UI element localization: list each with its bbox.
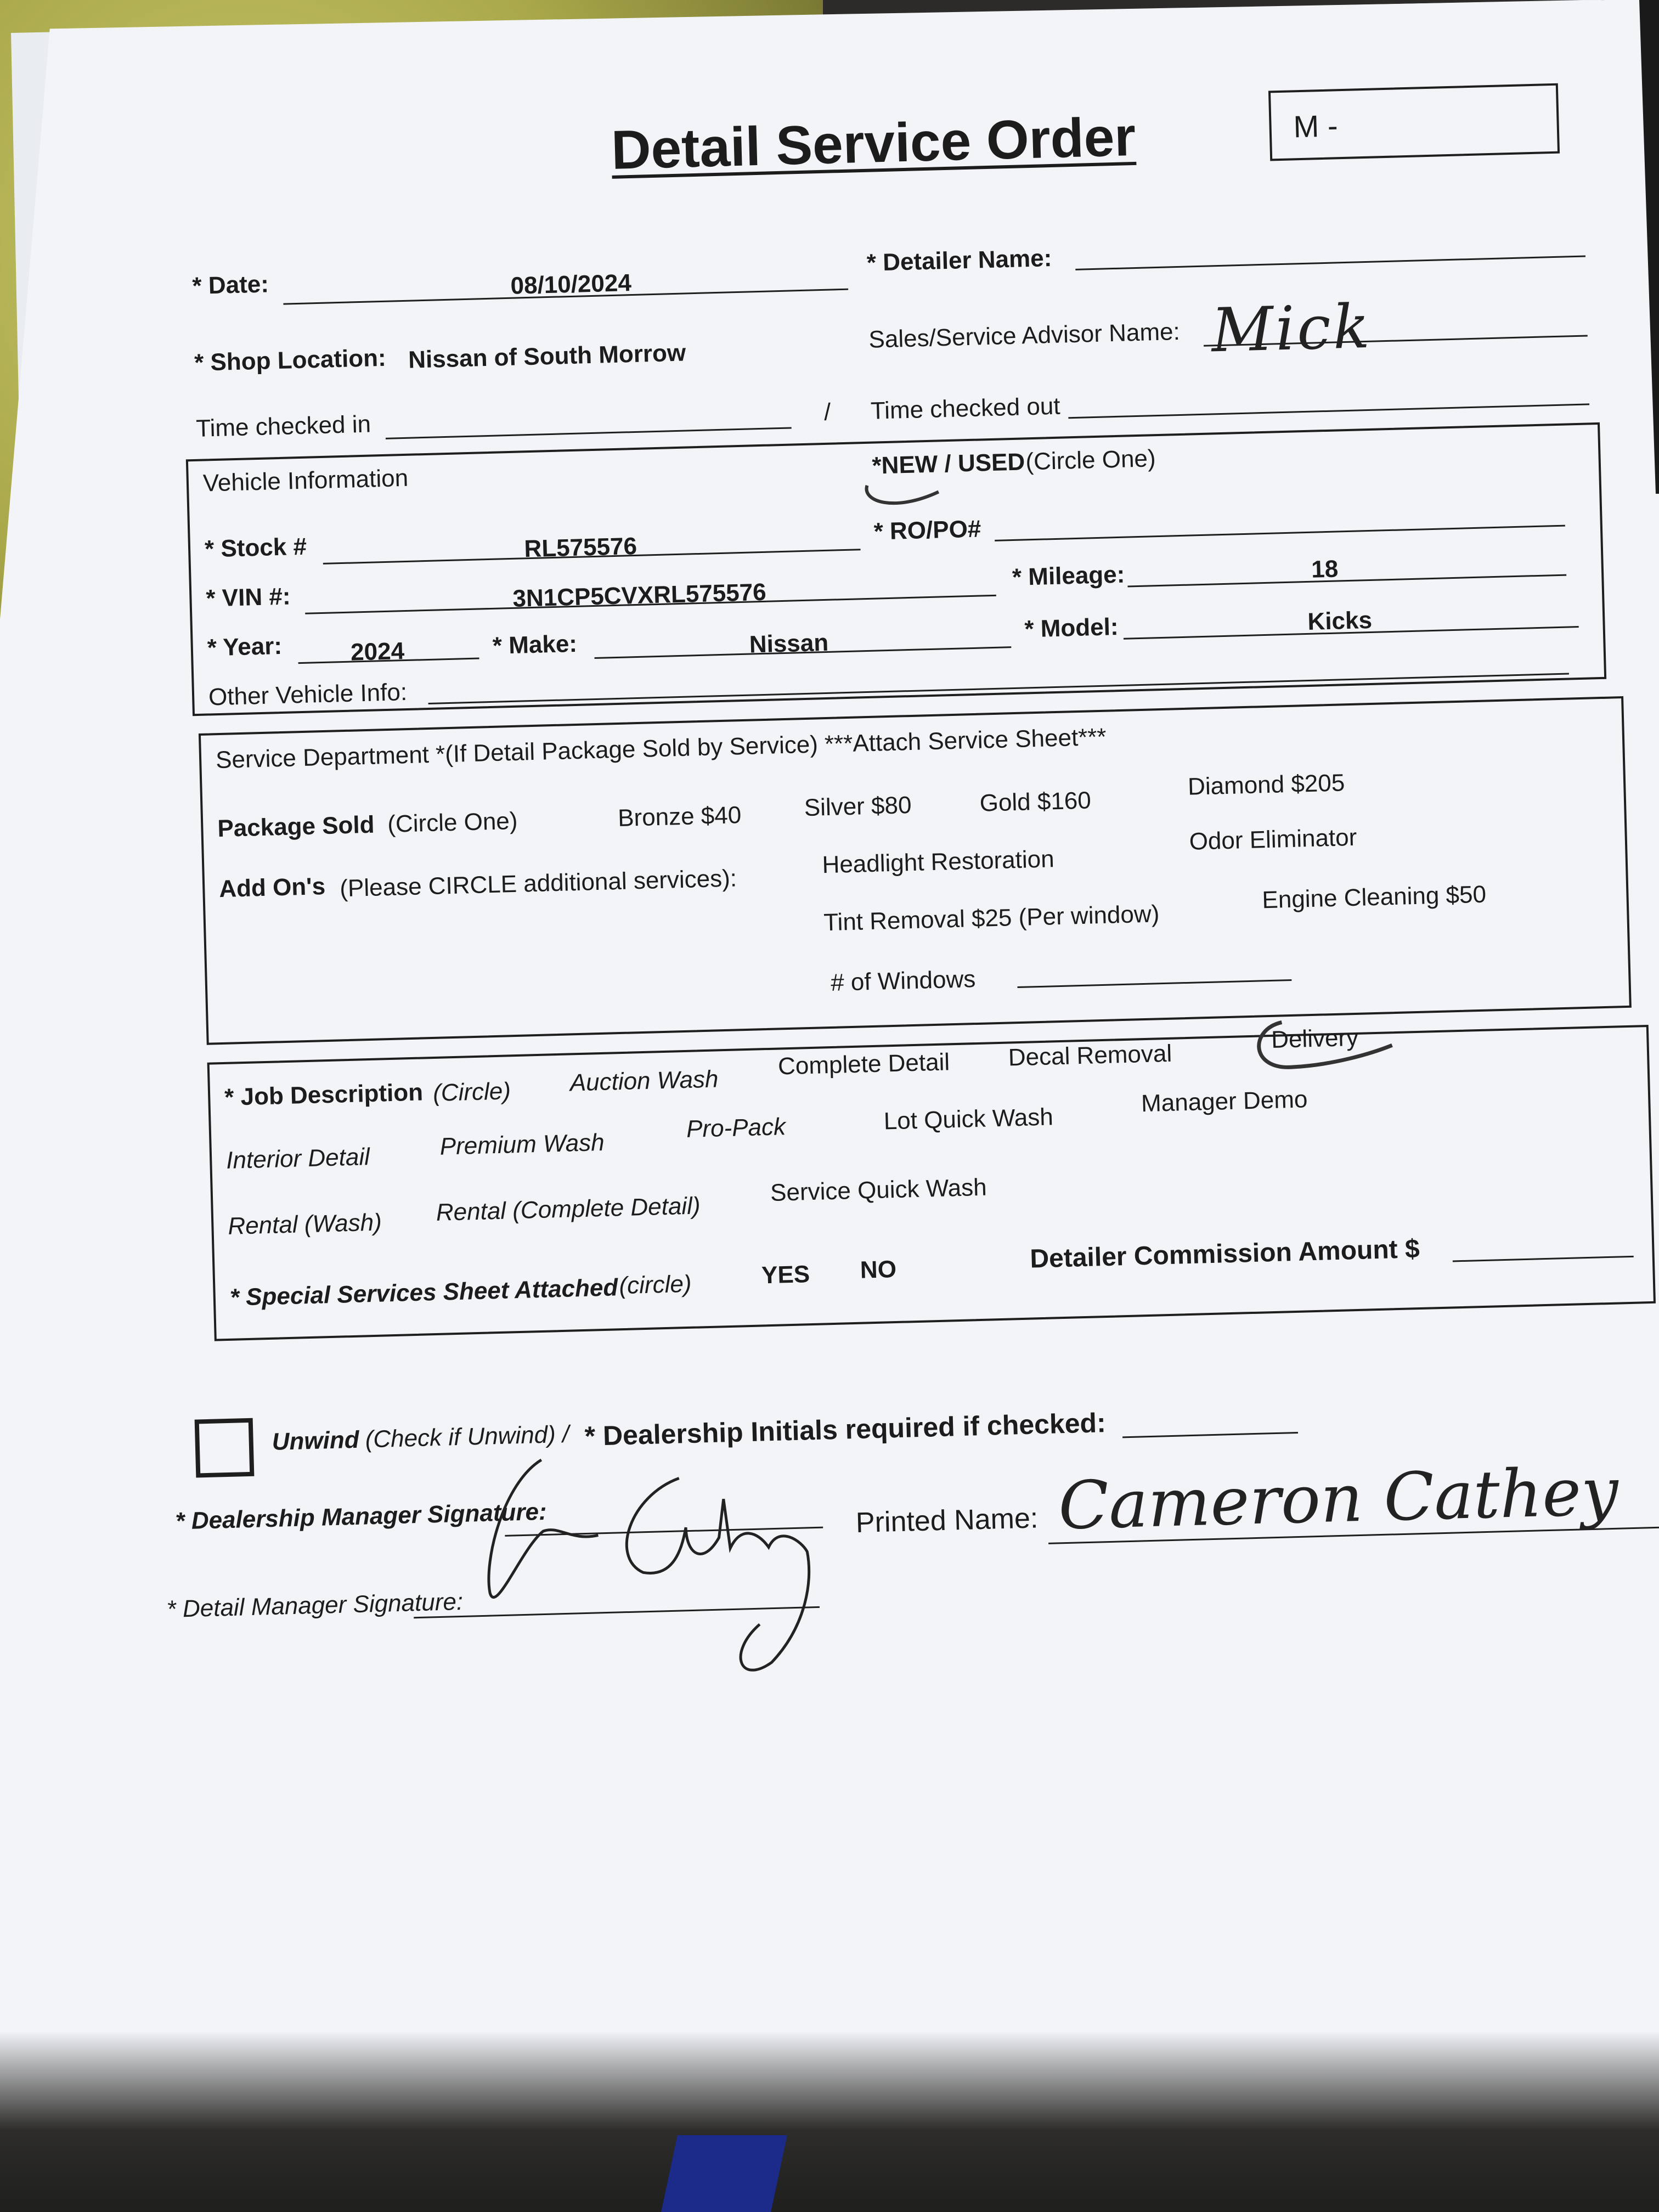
initials-line[interactable] bbox=[1122, 1432, 1298, 1438]
manager-signature bbox=[470, 1441, 860, 1681]
special-no[interactable]: NO bbox=[860, 1256, 897, 1284]
job-decal-removal[interactable]: Decal Removal bbox=[1008, 1040, 1172, 1071]
delivery-circle-mark bbox=[1243, 1014, 1409, 1079]
vin-label: * VIN #: bbox=[205, 583, 291, 612]
job-auction-wash[interactable]: Auction Wash bbox=[569, 1065, 719, 1097]
unwind-label: Unwind bbox=[272, 1426, 360, 1455]
time-out-label: Time checked out bbox=[870, 392, 1061, 425]
package-gold[interactable]: Gold $160 bbox=[979, 787, 1092, 817]
make-label: * Make: bbox=[492, 630, 578, 659]
unwind-hint: (Check if Unwind) / bbox=[365, 1420, 569, 1453]
date-label: * Date: bbox=[191, 270, 269, 300]
job-interior-detail[interactable]: Interior Detail bbox=[225, 1143, 370, 1174]
page-title: Detail Service Order bbox=[610, 105, 1137, 181]
windows-label: # of Windows bbox=[830, 966, 976, 996]
printed-name-value[interactable]: Cameron Cathey bbox=[1057, 1453, 1620, 1545]
service-heading: Service Department *(If Detail Package Sold by Service) ***Attach Service Sheet*** bbox=[215, 723, 1107, 774]
initials-label: * Dealership Initials required if checked: bbox=[584, 1407, 1107, 1452]
printed-name-label: Printed Name: bbox=[855, 1502, 1039, 1539]
addon-tint[interactable]: Tint Removal $25 (Per window) bbox=[823, 900, 1160, 936]
addon-headlight[interactable]: Headlight Restoration bbox=[821, 845, 1055, 879]
model-label: * Model: bbox=[1024, 613, 1119, 643]
package-bronze[interactable]: Bronze $40 bbox=[617, 802, 742, 832]
vehicle-info-heading: Vehicle Information bbox=[202, 464, 409, 497]
manager-signature-label: * Dealership Manager Signature: bbox=[174, 1498, 548, 1535]
addons-label: Add On's bbox=[218, 873, 326, 903]
special-yes[interactable]: YES bbox=[761, 1261, 810, 1289]
background-object bbox=[661, 2135, 787, 2212]
other-vehicle-info-label: Other Vehicle Info: bbox=[208, 678, 408, 711]
year-label: * Year: bbox=[207, 632, 283, 662]
addons-hint: (Please CIRCLE additional services): bbox=[339, 865, 737, 902]
form-content bbox=[126, 26, 1659, 1656]
time-in-label: Time checked in bbox=[195, 410, 371, 442]
package-diamond[interactable]: Diamond $205 bbox=[1187, 769, 1345, 800]
package-hint: (Circle One) bbox=[387, 807, 518, 838]
package-silver[interactable]: Silver $80 bbox=[804, 791, 912, 822]
vin-value[interactable]: 3N1CP5CVXRL575576 bbox=[512, 578, 767, 612]
job-delivery[interactable]: Delivery bbox=[1271, 1024, 1359, 1053]
job-manager-demo[interactable]: Manager Demo bbox=[1141, 1086, 1308, 1118]
year-value[interactable]: 2024 bbox=[350, 637, 405, 666]
unwind-checkbox[interactable] bbox=[195, 1418, 255, 1478]
ropo-label: * RO/PO# bbox=[873, 515, 981, 545]
package-label: Package Sold bbox=[217, 811, 375, 843]
time-out-line[interactable] bbox=[1068, 403, 1589, 419]
special-services-hint: (circle) bbox=[618, 1270, 692, 1300]
job-premium-wash[interactable]: Premium Wash bbox=[439, 1128, 605, 1160]
new-used-hint: (Circle One) bbox=[1025, 445, 1156, 476]
advisor-value[interactable]: Mick bbox=[1210, 291, 1373, 366]
job-rental-wash[interactable]: Rental (Wash) bbox=[227, 1209, 382, 1240]
detail-manager-signature-label: * Detail Manager Signature: bbox=[166, 1588, 464, 1623]
detailer-name-line[interactable] bbox=[1075, 255, 1585, 270]
addon-engine[interactable]: Engine Cleaning $50 bbox=[1261, 881, 1487, 914]
job-pro-pack[interactable]: Pro-Pack bbox=[686, 1113, 786, 1143]
background-fabric bbox=[0, 2031, 1659, 2212]
make-value[interactable]: Nissan bbox=[749, 629, 829, 658]
shop-location-label: * Shop Location: bbox=[194, 344, 387, 376]
addon-odor[interactable]: Odor Eliminator bbox=[1189, 823, 1357, 855]
commission-label: Detailer Commission Amount $ bbox=[1029, 1234, 1420, 1274]
m-number-label: M - bbox=[1293, 108, 1339, 144]
job-complete-detail[interactable]: Complete Detail bbox=[777, 1048, 950, 1080]
m-number-box bbox=[1268, 83, 1560, 161]
job-lot-quick-wash[interactable]: Lot Quick Wash bbox=[883, 1103, 1054, 1135]
advisor-label: Sales/Service Advisor Name: bbox=[868, 318, 1181, 353]
stock-value[interactable]: RL575576 bbox=[523, 532, 637, 563]
time-in-line[interactable] bbox=[386, 427, 792, 439]
special-services-label: * Special Services Sheet Attached bbox=[229, 1274, 618, 1311]
job-description-hint: (Circle) bbox=[432, 1077, 511, 1107]
new-circle-mark bbox=[861, 478, 950, 513]
mileage-value[interactable]: 18 bbox=[1311, 555, 1339, 583]
stock-label: * Stock # bbox=[204, 533, 307, 563]
new-used-option[interactable]: *NEW / USED bbox=[871, 448, 1025, 479]
date-value[interactable]: 08/10/2024 bbox=[510, 269, 632, 300]
model-value[interactable]: Kicks bbox=[1307, 606, 1373, 635]
job-service-quick-wash[interactable]: Service Quick Wash bbox=[770, 1173, 988, 1206]
time-slash: / bbox=[823, 398, 831, 426]
shop-location-value[interactable]: Nissan of South Morrow bbox=[408, 339, 686, 374]
job-rental-complete[interactable]: Rental (Complete Detail) bbox=[436, 1192, 701, 1226]
job-description-label: * Job Description bbox=[224, 1079, 424, 1111]
mileage-label: * Mileage: bbox=[1012, 561, 1125, 591]
detailer-name-label: * Detailer Name: bbox=[866, 244, 1052, 276]
